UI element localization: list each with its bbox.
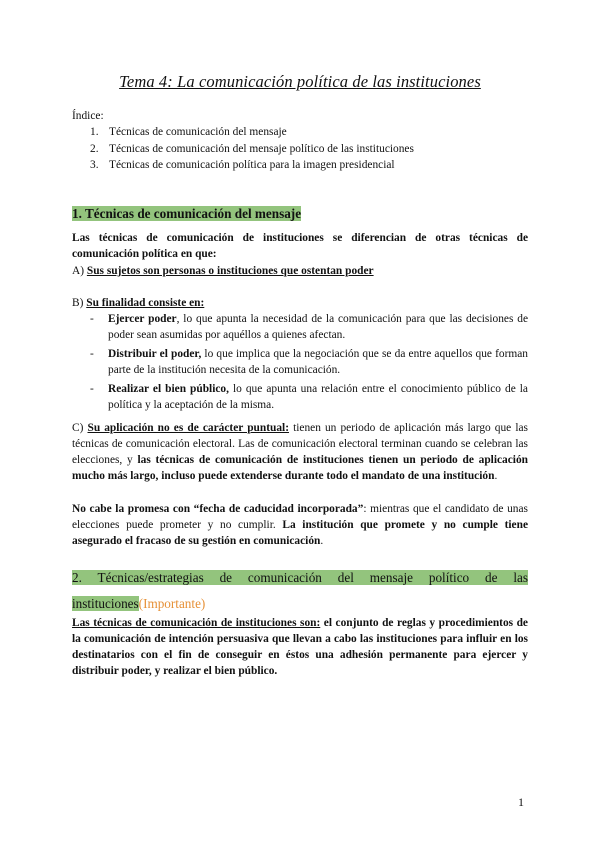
point-b [72, 295, 528, 311]
purpose-item-text: lo que apunta una relación entre el conocimiento público de la política y la aceptación de la misma. [108, 383, 528, 411]
purpose-item-bold: Ejercer poder [108, 313, 177, 325]
index-item [90, 124, 414, 141]
promise-end: . [320, 535, 324, 547]
purpose-item [90, 381, 528, 413]
purpose-item-text: lo que implica que la negociación que se da entre aquellos que forman parte de la institución necesita de la comunicación. [108, 348, 528, 376]
purpose-item-text: , lo que apunta la necesidad de la comunicación para que las decisiones de poder sean asumidas por aquéllos a quienes afectan. [108, 313, 529, 341]
index-item-number: 1. [90, 126, 99, 138]
definition-text: el conjunto de reglas y procedimientos de la comunicación de intención persuasiva que llevan a cabo las instituciones para influir en los destinatarios con el fin de conseguir en éstos una adhesión permanente para ejercer y distribuir poder, y realizar el bien público. [72, 617, 528, 677]
promise-paragraph [72, 501, 528, 549]
point-a-prefix: A) [72, 265, 87, 277]
purpose-item [90, 311, 528, 343]
point-c-bold: las técnicas de comunicación de instituciones tienen un periodo de aplicación mucho más largo, incluso puede extenderse durante todo el mandato de una institución [72, 454, 528, 482]
section2-definition [72, 615, 528, 679]
section1-heading-text: 1. Técnicas de comunicación del mensaje [72, 206, 302, 221]
index-item-text: Técnicas de comunicación del mensaje político de las instituciones [109, 142, 414, 155]
index-label: Índice: [72, 110, 104, 122]
promise-bold: No cabe la promesa con “fecha de caducidad incorporada” [72, 503, 364, 515]
section2-heading [72, 565, 528, 617]
purpose-item-bold: Distribuir el poder, [108, 348, 202, 360]
index-item [90, 157, 414, 174]
index-item-number: 3. [90, 159, 99, 171]
point-a [72, 263, 528, 279]
section2-heading-text: 2. Técnicas/estrategias de comunicación del mensaje político de las instituciones [72, 570, 528, 611]
promise-bold-2: La institución que promete y no cumple tiene asegurado el fracaso de su gestión en comunicación [72, 519, 529, 547]
section2-note: (Importante) [138, 596, 206, 611]
index-item-text: Técnicas de comunicación política para la imagen presidencial [109, 159, 395, 171]
point-c-prefix: C) [72, 422, 88, 434]
section1-heading [72, 205, 301, 223]
purpose-item-bold: Realizar el bien público, [108, 383, 229, 395]
purpose-list [90, 311, 528, 416]
point-a-text: Sus sujetos son personas o instituciones que ostentan poder [86, 265, 374, 277]
page-number: 1 [518, 795, 524, 809]
index-item-number: 2. [90, 142, 99, 155]
point-b-text: Su finalidad consiste en: [86, 297, 205, 309]
point-b-prefix: B) [72, 297, 87, 309]
definition-underline: Las técnicas de comunicación de instituciones son: [72, 617, 321, 629]
point-c-text: tienen un periodo de aplicación más largo que las técnicas de comunicación electoral. Las de comunicación electoral terminan cuando se celebran las elecciones, y [72, 422, 528, 466]
section1-intro: Las técnicas de comunicación de instituciones se diferencian de otras técnicas de comunicación política en que: [72, 232, 528, 260]
point-c-end: . [494, 470, 498, 482]
index-item [90, 141, 414, 158]
point-c [72, 420, 528, 484]
document-title: Tema 4: La comunicación política de las instituciones [119, 72, 481, 91]
index-list [90, 124, 414, 174]
purpose-item [90, 346, 528, 378]
point-c-underline: Su aplicación no es de carácter puntual: [87, 422, 289, 434]
index-item-text: Técnicas de comunicación del mensaje [109, 126, 287, 138]
promise-text: : mientras que el candidato de unas elecciones puede prometer y no cumplir. [72, 503, 528, 531]
